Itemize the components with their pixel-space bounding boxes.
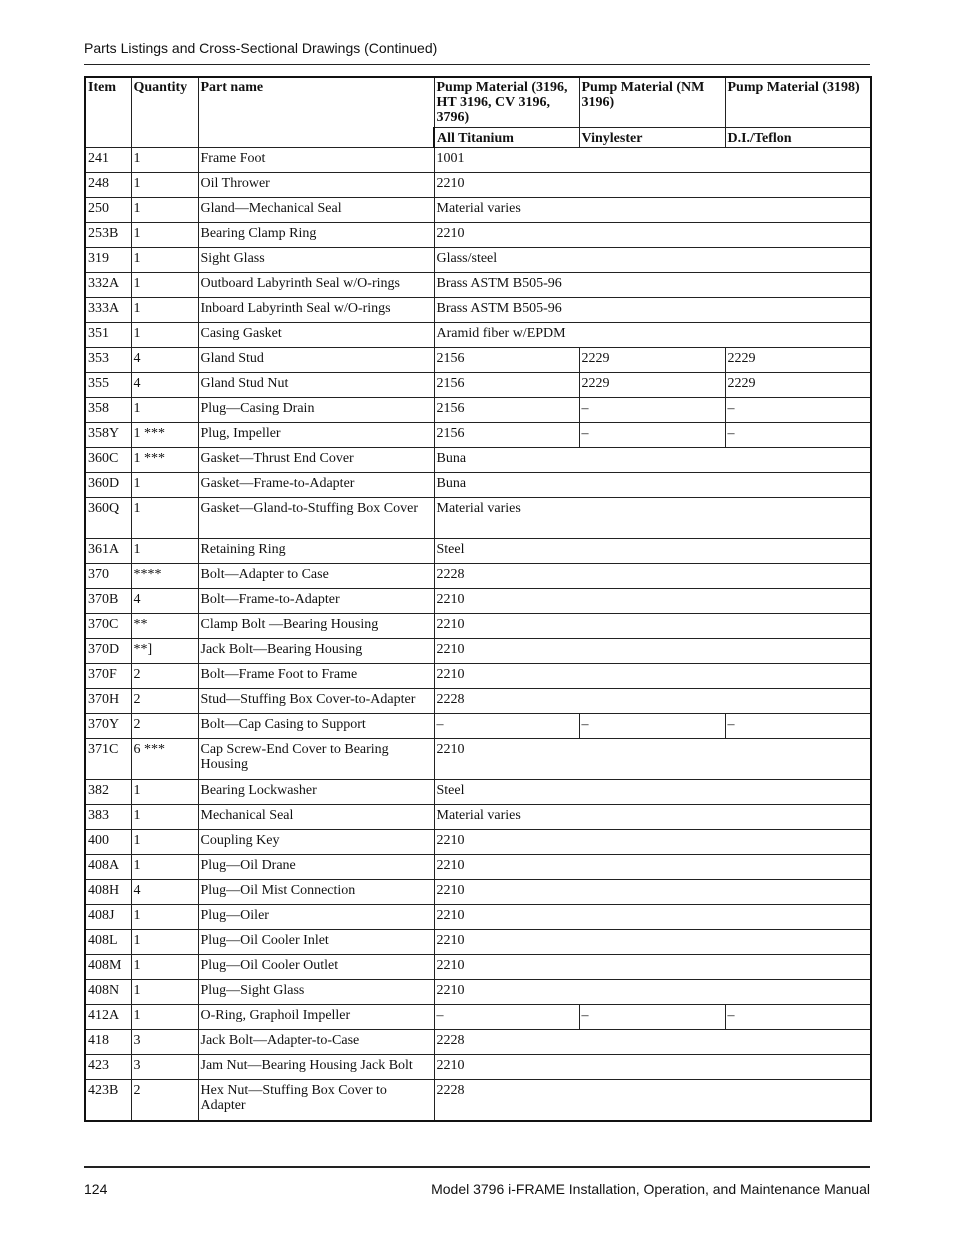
table-row bbox=[85, 780, 871, 805]
table-row bbox=[85, 1005, 871, 1030]
material-header-titanium: All Titanium bbox=[434, 128, 579, 148]
quantity-cell: 2 bbox=[131, 1080, 198, 1122]
quantity-cell: 1 bbox=[131, 498, 198, 539]
material-header-vinylester: Vinylester bbox=[579, 128, 725, 148]
item-cell: 332A bbox=[85, 273, 131, 298]
material-cell: – bbox=[434, 714, 579, 739]
quantity-cell: 4 bbox=[131, 373, 198, 398]
material-cell: 2228 bbox=[434, 564, 871, 589]
parts-table bbox=[84, 76, 872, 1122]
material-cell: – bbox=[579, 714, 725, 739]
part-name-cell: O-Ring, Graphoil Impeller bbox=[198, 1005, 434, 1030]
material-cell: – bbox=[725, 398, 871, 423]
quantity-cell: 1 *** bbox=[131, 423, 198, 448]
item-cell: 351 bbox=[85, 323, 131, 348]
table-row bbox=[85, 423, 871, 448]
item-cell: 408H bbox=[85, 880, 131, 905]
table-row bbox=[85, 1030, 871, 1055]
material-cell: – bbox=[579, 423, 725, 448]
material-cell: 2210 bbox=[434, 173, 871, 198]
part-name-cell: Gasket—Gland-to-Stuffing Box Cover bbox=[198, 498, 434, 539]
material-cell: 2210 bbox=[434, 589, 871, 614]
table-row bbox=[85, 930, 871, 955]
material-cell: 2228 bbox=[434, 689, 871, 714]
manual-title: Model 3796 i-FRAME Installation, Operation, and Maintenance Manual bbox=[431, 1181, 870, 1197]
table-row bbox=[85, 614, 871, 639]
part-name-cell: Hex Nut—Stuffing Box Cover to Adapter bbox=[198, 1080, 434, 1122]
material-cell: 2156 bbox=[434, 373, 579, 398]
header-rule bbox=[84, 64, 870, 65]
part-name-cell: Bolt—Frame-to-Adapter bbox=[198, 589, 434, 614]
quantity-cell: **] bbox=[131, 639, 198, 664]
material-cell: 2210 bbox=[434, 930, 871, 955]
part-name-cell: Bolt—Adapter to Case bbox=[198, 564, 434, 589]
material-cell: Material varies bbox=[434, 805, 871, 830]
item-cell: 319 bbox=[85, 248, 131, 273]
part-name-cell: Jack Bolt—Adapter-to-Case bbox=[198, 1030, 434, 1055]
part-name-cell: Bearing Lockwasher bbox=[198, 780, 434, 805]
material-cell: 2156 bbox=[434, 398, 579, 423]
table-row bbox=[85, 639, 871, 664]
quantity-cell: 3 bbox=[131, 1055, 198, 1080]
quantity-cell: 1 bbox=[131, 955, 198, 980]
item-cell: 408J bbox=[85, 905, 131, 930]
item-cell: 408N bbox=[85, 980, 131, 1005]
material-cell: 2210 bbox=[434, 855, 871, 880]
part-name-cell: Oil Thrower bbox=[198, 173, 434, 198]
quantity-cell: **** bbox=[131, 564, 198, 589]
material-cell: Steel bbox=[434, 780, 871, 805]
material-cell: 2229 bbox=[725, 348, 871, 373]
material-cell: Buna bbox=[434, 448, 871, 473]
material-cell: – bbox=[579, 1005, 725, 1030]
material-cell: 2210 bbox=[434, 639, 871, 664]
part-name-cell: Plug, Impeller bbox=[198, 423, 434, 448]
table-row bbox=[85, 273, 871, 298]
table-row bbox=[85, 855, 871, 880]
quantity-cell: 6 *** bbox=[131, 739, 198, 780]
page-number: 124 bbox=[84, 1181, 108, 1197]
part-name-cell: Plug—Oil Cooler Inlet bbox=[198, 930, 434, 955]
column-header-pump-material-3196: Pump Material (3196, HT 3196, CV 3196, 3796) bbox=[434, 77, 579, 128]
item-cell: 358 bbox=[85, 398, 131, 423]
material-cell: Glass/steel bbox=[434, 248, 871, 273]
table-row bbox=[85, 564, 871, 589]
item-cell: 423B bbox=[85, 1080, 131, 1122]
material-cell: 1001 bbox=[434, 148, 871, 173]
quantity-cell: 1 *** bbox=[131, 448, 198, 473]
item-cell: 408L bbox=[85, 930, 131, 955]
item-cell: 360Q bbox=[85, 498, 131, 539]
quantity-cell: 1 bbox=[131, 905, 198, 930]
material-cell: 2210 bbox=[434, 223, 871, 248]
material-cell: – bbox=[434, 1005, 579, 1030]
material-cell: 2156 bbox=[434, 348, 579, 373]
item-cell: 370Y bbox=[85, 714, 131, 739]
quantity-cell: 1 bbox=[131, 198, 198, 223]
item-cell: 370B bbox=[85, 589, 131, 614]
material-cell: 2210 bbox=[434, 955, 871, 980]
material-cell: – bbox=[725, 1005, 871, 1030]
item-cell: 355 bbox=[85, 373, 131, 398]
material-cell: 2228 bbox=[434, 1030, 871, 1055]
table-row bbox=[85, 473, 871, 498]
item-cell: 382 bbox=[85, 780, 131, 805]
material-cell: – bbox=[579, 398, 725, 423]
material-cell: 2210 bbox=[434, 830, 871, 855]
part-name-cell: Plug—Oiler bbox=[198, 905, 434, 930]
part-name-cell: Plug—Oil Mist Connection bbox=[198, 880, 434, 905]
quantity-cell: 1 bbox=[131, 248, 198, 273]
item-cell: 248 bbox=[85, 173, 131, 198]
part-name-cell: Bolt—Frame Foot to Frame bbox=[198, 664, 434, 689]
part-name-cell: Jam Nut—Bearing Housing Jack Bolt bbox=[198, 1055, 434, 1080]
material-cell: 2210 bbox=[434, 880, 871, 905]
part-name-cell: Plug—Casing Drain bbox=[198, 398, 434, 423]
table-row bbox=[85, 905, 871, 930]
material-cell: – bbox=[725, 714, 871, 739]
item-cell: 358Y bbox=[85, 423, 131, 448]
table-row bbox=[85, 148, 871, 173]
table-row bbox=[85, 373, 871, 398]
item-cell: 253B bbox=[85, 223, 131, 248]
item-cell: 408A bbox=[85, 855, 131, 880]
parts-table-body bbox=[85, 148, 871, 1122]
part-name-cell: Stud—Stuffing Box Cover-to-Adapter bbox=[198, 689, 434, 714]
table-row bbox=[85, 880, 871, 905]
item-cell: 370H bbox=[85, 689, 131, 714]
material-cell: Aramid fiber w/EPDM bbox=[434, 323, 871, 348]
column-header-part-name: Part name bbox=[198, 77, 434, 148]
column-header-pump-material-nm-3196: Pump Material (NM 3196) bbox=[579, 77, 725, 128]
part-name-cell: Retaining Ring bbox=[198, 539, 434, 564]
part-name-cell: Jack Bolt—Bearing Housing bbox=[198, 639, 434, 664]
material-cell: 2229 bbox=[579, 373, 725, 398]
quantity-cell: 4 bbox=[131, 880, 198, 905]
quantity-cell: 4 bbox=[131, 348, 198, 373]
footer-rule bbox=[84, 1166, 870, 1168]
table-row bbox=[85, 348, 871, 373]
column-header-item: Item bbox=[85, 77, 131, 148]
quantity-cell: 1 bbox=[131, 223, 198, 248]
item-cell: 418 bbox=[85, 1030, 131, 1055]
part-name-cell: Gland Stud Nut bbox=[198, 373, 434, 398]
table-row bbox=[85, 955, 871, 980]
material-cell: 2210 bbox=[434, 614, 871, 639]
table-row bbox=[85, 248, 871, 273]
item-cell: 370F bbox=[85, 664, 131, 689]
table-row bbox=[85, 173, 871, 198]
part-name-cell: Plug—Oil Drane bbox=[198, 855, 434, 880]
quantity-cell: 1 bbox=[131, 930, 198, 955]
table-row bbox=[85, 223, 871, 248]
item-cell: 383 bbox=[85, 805, 131, 830]
table-row bbox=[85, 589, 871, 614]
quantity-cell: 4 bbox=[131, 589, 198, 614]
material-cell: 2229 bbox=[579, 348, 725, 373]
table-row bbox=[85, 323, 871, 348]
material-cell: 2210 bbox=[434, 739, 871, 780]
part-name-cell: Mechanical Seal bbox=[198, 805, 434, 830]
table-row bbox=[85, 398, 871, 423]
material-cell: 2210 bbox=[434, 664, 871, 689]
material-cell: – bbox=[725, 423, 871, 448]
item-cell: 408M bbox=[85, 955, 131, 980]
quantity-cell: 1 bbox=[131, 323, 198, 348]
material-cell: 2210 bbox=[434, 980, 871, 1005]
item-cell: 412A bbox=[85, 1005, 131, 1030]
material-cell: 2210 bbox=[434, 905, 871, 930]
part-name-cell: Plug—Sight Glass bbox=[198, 980, 434, 1005]
material-cell: Brass ASTM B505-96 bbox=[434, 273, 871, 298]
quantity-cell: 1 bbox=[131, 830, 198, 855]
item-cell: 333A bbox=[85, 298, 131, 323]
item-cell: 361A bbox=[85, 539, 131, 564]
part-name-cell: Gland—Mechanical Seal bbox=[198, 198, 434, 223]
table-row bbox=[85, 1080, 871, 1122]
quantity-cell: 1 bbox=[131, 539, 198, 564]
table-row bbox=[85, 664, 871, 689]
page-header: Parts Listings and Cross-Sectional Drawings (Continued) bbox=[84, 40, 438, 56]
quantity-cell: 1 bbox=[131, 398, 198, 423]
quantity-cell: 2 bbox=[131, 664, 198, 689]
quantity-cell: 2 bbox=[131, 689, 198, 714]
item-cell: 370 bbox=[85, 564, 131, 589]
item-cell: 371C bbox=[85, 739, 131, 780]
part-name-cell: Clamp Bolt —Bearing Housing bbox=[198, 614, 434, 639]
quantity-cell: 1 bbox=[131, 298, 198, 323]
part-name-cell: Gland Stud bbox=[198, 348, 434, 373]
quantity-cell: 1 bbox=[131, 148, 198, 173]
column-header-quantity: Quantity bbox=[131, 77, 198, 148]
quantity-cell: 1 bbox=[131, 173, 198, 198]
part-name-cell: Cap Screw-End Cover to Bearing Housing bbox=[198, 739, 434, 780]
quantity-cell: 1 bbox=[131, 1005, 198, 1030]
part-name-cell: Gasket—Frame-to-Adapter bbox=[198, 473, 434, 498]
quantity-cell: ** bbox=[131, 614, 198, 639]
material-cell: 2229 bbox=[725, 373, 871, 398]
item-cell: 370D bbox=[85, 639, 131, 664]
material-cell: 2156 bbox=[434, 423, 579, 448]
table-row bbox=[85, 714, 871, 739]
table-row bbox=[85, 1055, 871, 1080]
material-cell: Material varies bbox=[434, 498, 871, 539]
item-cell: 370C bbox=[85, 614, 131, 639]
table-row bbox=[85, 448, 871, 473]
material-cell: Material varies bbox=[434, 198, 871, 223]
table-row bbox=[85, 739, 871, 780]
part-name-cell: Inboard Labyrinth Seal w/O-rings bbox=[198, 298, 434, 323]
material-cell: 2228 bbox=[434, 1080, 871, 1122]
table-row bbox=[85, 539, 871, 564]
quantity-cell: 1 bbox=[131, 273, 198, 298]
quantity-cell: 2 bbox=[131, 714, 198, 739]
table-row bbox=[85, 830, 871, 855]
item-cell: 400 bbox=[85, 830, 131, 855]
item-cell: 360D bbox=[85, 473, 131, 498]
part-name-cell: Bearing Clamp Ring bbox=[198, 223, 434, 248]
item-cell: 423 bbox=[85, 1055, 131, 1080]
item-cell: 360C bbox=[85, 448, 131, 473]
item-cell: 241 bbox=[85, 148, 131, 173]
table-row bbox=[85, 198, 871, 223]
part-name-cell: Bolt—Cap Casing to Support bbox=[198, 714, 434, 739]
part-name-cell: Casing Gasket bbox=[198, 323, 434, 348]
quantity-cell: 1 bbox=[131, 855, 198, 880]
part-name-cell: Outboard Labyrinth Seal w/O-rings bbox=[198, 273, 434, 298]
column-header-pump-material-3198: Pump Material (3198) bbox=[725, 77, 871, 128]
material-cell: Steel bbox=[434, 539, 871, 564]
table-row bbox=[85, 298, 871, 323]
quantity-cell: 3 bbox=[131, 1030, 198, 1055]
quantity-cell: 1 bbox=[131, 980, 198, 1005]
table-row bbox=[85, 980, 871, 1005]
part-name-cell: Sight Glass bbox=[198, 248, 434, 273]
part-name-cell: Frame Foot bbox=[198, 148, 434, 173]
part-name-cell: Coupling Key bbox=[198, 830, 434, 855]
table-row bbox=[85, 805, 871, 830]
quantity-cell: 1 bbox=[131, 780, 198, 805]
item-cell: 250 bbox=[85, 198, 131, 223]
material-header-di-teflon: D.I./Teflon bbox=[725, 128, 871, 148]
part-name-cell: Gasket—Thrust End Cover bbox=[198, 448, 434, 473]
material-cell: 2210 bbox=[434, 1055, 871, 1080]
quantity-cell: 1 bbox=[131, 805, 198, 830]
quantity-cell: 1 bbox=[131, 473, 198, 498]
table-row bbox=[85, 689, 871, 714]
part-name-cell: Plug—Oil Cooler Outlet bbox=[198, 955, 434, 980]
material-cell: Brass ASTM B505-96 bbox=[434, 298, 871, 323]
item-cell: 353 bbox=[85, 348, 131, 373]
material-cell: Buna bbox=[434, 473, 871, 498]
table-row bbox=[85, 498, 871, 539]
